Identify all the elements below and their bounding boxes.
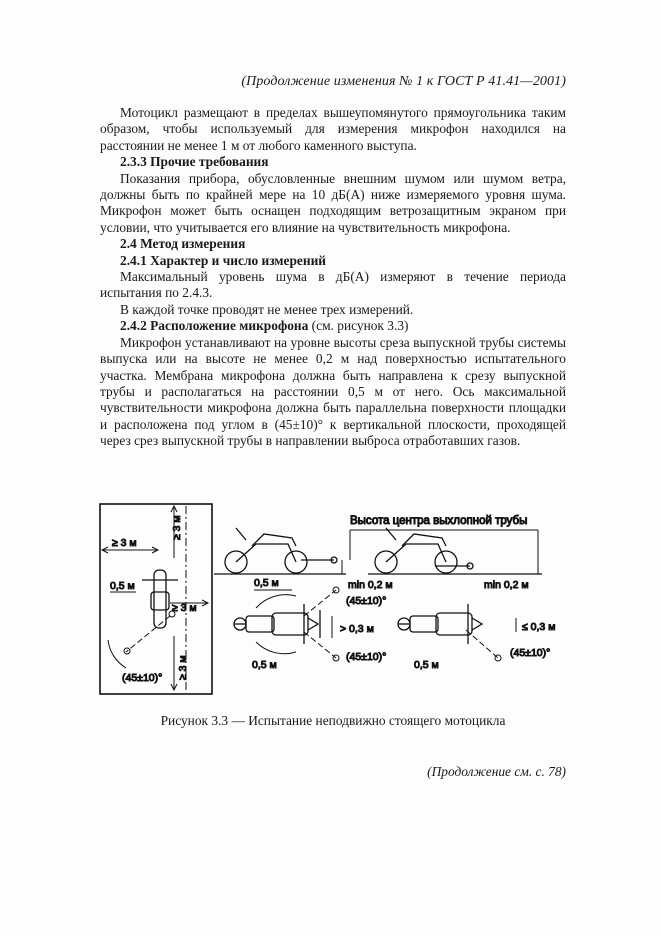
- distance-label: 0,5 м: [254, 577, 279, 589]
- lateral-distance-label: > 0,3 м: [340, 623, 374, 635]
- angle-arc: [256, 595, 296, 608]
- paragraph: Показания прибора, обусловленные внешним шумом или шумом ветра, должны быть по крайней мере на 10 дБ(А) ниже измеряемого уровня шума. Микрофон может быть оснащен подходящим ветрозащитным экраном при условии, что учитывается его влияние на чувствительность микрофона.: [100, 170, 566, 235]
- section-heading: 2.3.3 Прочие требования: [120, 154, 269, 170]
- section-heading-inline: [100, 318, 566, 334]
- motorcycle-top-view-2: [398, 604, 482, 644]
- paragraph: Максимальный уровень шума в дБ(А) измеряют в течение периода испытания по 2.4.3.: [100, 269, 566, 301]
- body-text: [100, 105, 566, 450]
- microphone-icon: [495, 655, 501, 661]
- dim-label: ≥ 3 м: [112, 537, 137, 549]
- paragraph: Мотоцикл размещают в пределах вышеупомянутого прямоугольника таким образом, чтобы используемый для измерения микрофон находился на расстоянии не менее 1 м от любого каменного выступа.: [100, 105, 566, 153]
- angle-arc: [256, 642, 296, 654]
- motorcycle-top-view: [154, 570, 166, 628]
- figure-caption: Рисунок 3.3 — Испытание неподвижно стоящего мотоцикла: [160, 713, 506, 728]
- section-heading: 2.4.1 Характер и число измерений: [120, 252, 327, 268]
- microphone-axis: [126, 616, 170, 652]
- dim-label: ≥ 3 м: [172, 602, 197, 614]
- angle-label: (45±10)°: [510, 647, 551, 659]
- section-heading: 2.4 Метод измерения: [120, 236, 246, 252]
- motorcycle-top-view-1: [234, 604, 320, 644]
- dim-label: ≥ 3 м: [171, 515, 183, 540]
- figure-title: Высота центра выхлопной трубы: [350, 515, 528, 527]
- figure-3-3: [96, 500, 566, 700]
- angle-label: (45±10)°: [346, 651, 387, 663]
- heading-reference: (см. рисунок 3.3): [308, 318, 409, 334]
- motorcycle-side-view-2: [375, 528, 473, 573]
- continuation-note: (Продолжение см. с. 78): [427, 764, 566, 779]
- motorcycle-side-view-1: [225, 528, 337, 573]
- distance-label: 0,5 м: [414, 659, 439, 671]
- paragraph: В каждой точке проводят не менее трех измерений.: [120, 301, 414, 317]
- distance-label: 0,5 м: [252, 659, 277, 671]
- angle-arc: [108, 640, 126, 668]
- min-height-label: min 0,2 м: [484, 579, 529, 591]
- min-height-label: min 0,2 м: [348, 579, 393, 591]
- angle-label: (45±10)°: [346, 595, 387, 607]
- paragraph: Микрофон устанавливают на уровне высоты среза выпускной трубы системы выпуска или на высоте не менее 0,2 м над поверхностью испытательного участка. Мембрана микрофона должна быть направлена к срезу выпускной трубы и располагаться на расстоянии 0,5 м от него. Ось максимальной чувствительности микрофона должна быть параллельна поверхности площадки и расположена под углом в (45±10)° к вертикальной плоскости, проходящей через срез выпускной трубы в направлении выброса отработавших газов.: [100, 334, 566, 449]
- figure-drawing: [96, 500, 566, 700]
- running-header: (Продолжение изменения № 1 к ГОСТ Р 41.41—2001): [241, 74, 566, 89]
- dim-label: ≥ 3 м: [177, 655, 189, 680]
- lateral-distance-label: ≤ 0,3 м: [522, 621, 556, 633]
- heading-bold-part: 2.4.2 Расположение микрофона: [120, 318, 309, 334]
- test-area-rectangle: [100, 504, 212, 694]
- dim-label: 0,5 м: [110, 580, 135, 592]
- angle-label: (45±10)°: [122, 672, 163, 684]
